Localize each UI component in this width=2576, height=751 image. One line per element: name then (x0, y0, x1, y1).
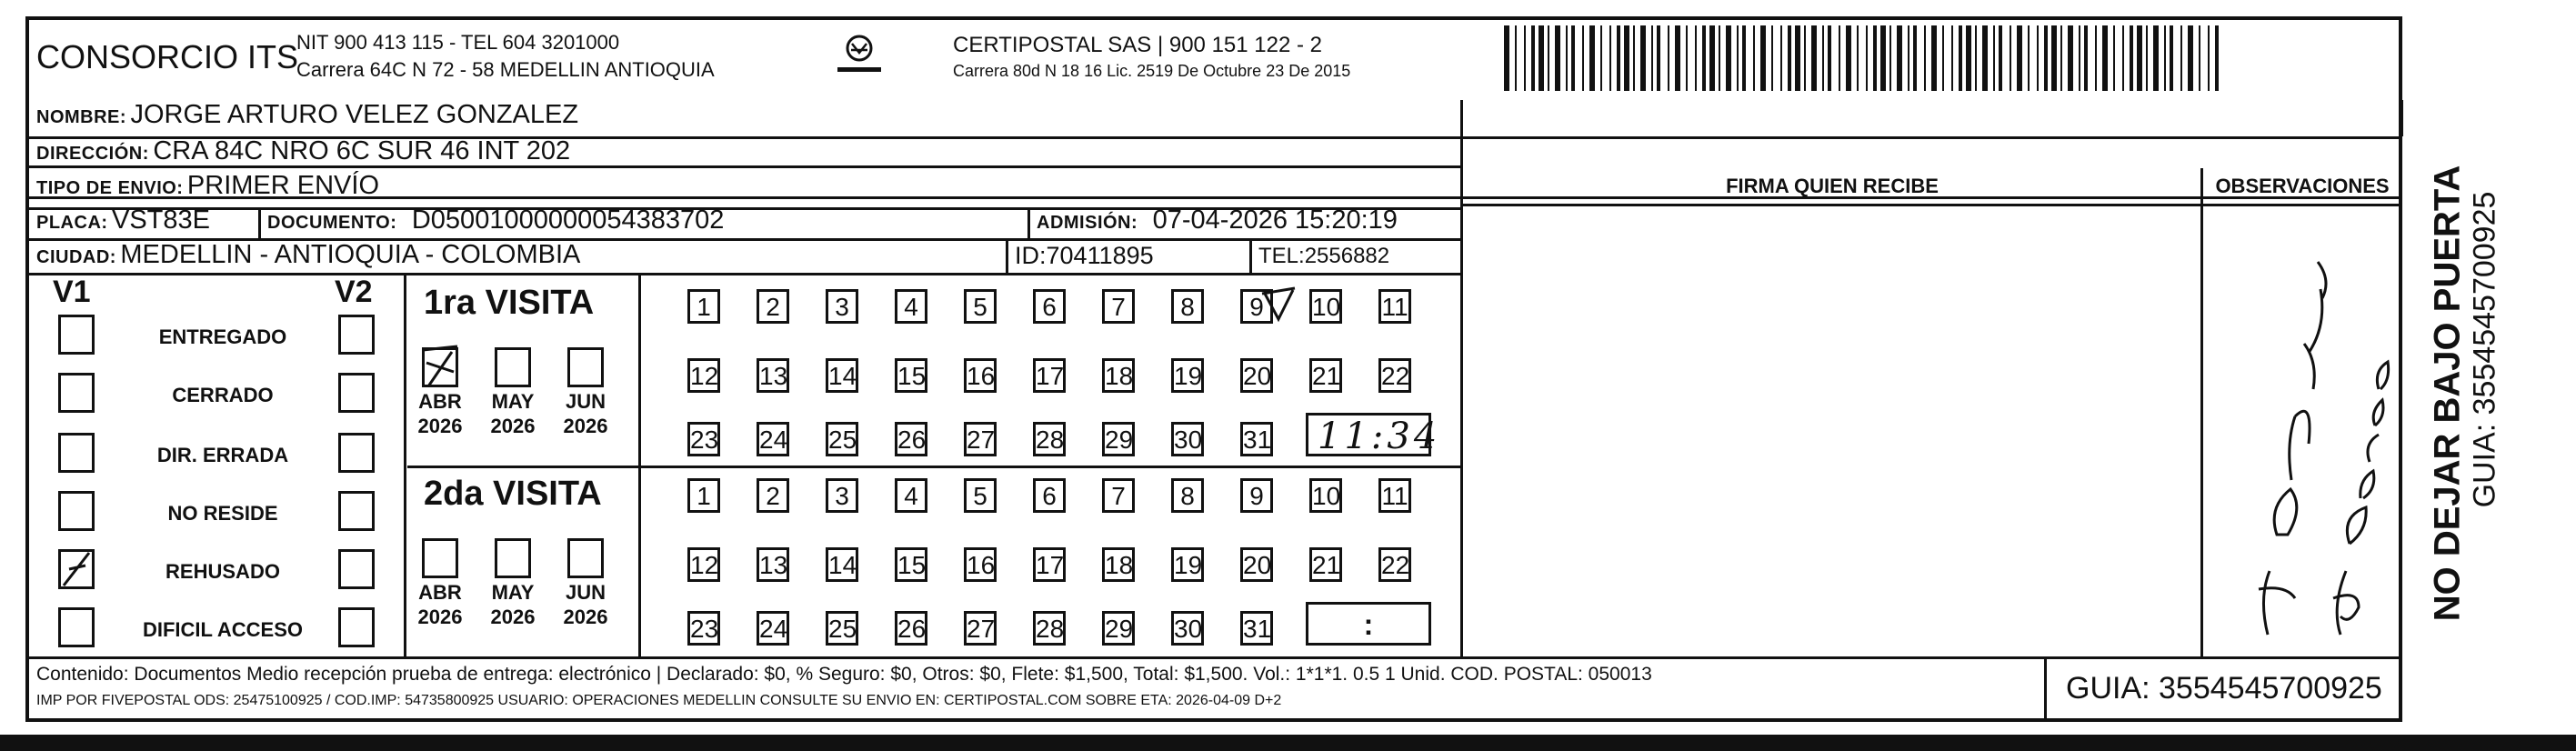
v2-checkbox-entregado[interactable] (338, 315, 375, 355)
admision-value: 07-04-2026 15:20:19 (1152, 205, 1398, 235)
visit1-day-17[interactable]: 17 (1033, 358, 1066, 393)
visit1-day-9[interactable]: 9 (1240, 289, 1273, 324)
month-label (481, 389, 545, 438)
month-label (408, 580, 472, 629)
id-field (1015, 242, 1154, 270)
v2-checkbox-cerrado[interactable] (338, 373, 375, 413)
reason-label: DIFICIL ACCESO (142, 618, 303, 641)
visit1-day-1[interactable]: 1 (687, 289, 720, 324)
visit2-day-15[interactable]: 15 (895, 547, 927, 582)
month-name: JUN (565, 390, 606, 413)
visit2-day-7[interactable]: 7 (1102, 478, 1135, 513)
visit1-month-may-checkbox[interactable] (495, 347, 531, 387)
v2-label: V2 (335, 275, 373, 309)
observations-area (2204, 207, 2399, 655)
visit2-day-26[interactable]: 26 (895, 611, 927, 646)
side-notice: NO DEJAR BAJO PUERTA (2427, 165, 2468, 622)
visit1-day-11[interactable]: 11 (1378, 289, 1411, 324)
v1-checkbox-cerrado[interactable] (58, 373, 95, 413)
visit2-day-13[interactable]: 13 (757, 547, 789, 582)
month-name: ABR (418, 581, 462, 604)
tel-label: TEL: (1258, 244, 1305, 268)
visit2-day-14[interactable]: 14 (826, 547, 858, 582)
nombre-row (36, 100, 578, 130)
company-name: CONSORCIO ITS (36, 38, 299, 75)
month-label (554, 580, 617, 629)
visit2-day-11[interactable]: 11 (1378, 478, 1411, 513)
month-year: 2026 (490, 606, 536, 628)
visit1-day-2[interactable]: 2 (757, 289, 789, 324)
ciudad-value: MEDELLIN - ANTIOQUIA - COLOMBIA (120, 240, 581, 269)
visit1-day-30[interactable]: 30 (1171, 422, 1204, 456)
visit1-day-13[interactable]: 13 (757, 358, 789, 393)
visit1-month-jun-checkbox[interactable] (567, 347, 604, 387)
v1-checkbox-dificil-acceso[interactable] (58, 607, 95, 647)
visit2-day-29[interactable]: 29 (1102, 611, 1135, 646)
visit1-day-24[interactable]: 24 (757, 422, 789, 456)
nombre-value: JORGE ARTURO VELEZ GONZALEZ (130, 100, 579, 129)
id-value: 70411895 (1046, 242, 1154, 269)
visit2-day-23[interactable]: 23 (687, 611, 720, 646)
visit2-day-30[interactable]: 30 (1171, 611, 1204, 646)
visit1-day-15[interactable]: 15 (895, 358, 927, 393)
tel-field (1258, 244, 1389, 269)
reason-label: REHUSADO (165, 560, 280, 583)
footer-guia: GUIA: 3554545700925 (2066, 671, 2382, 706)
v1-label: V1 (53, 275, 91, 309)
second-visit-title: 2da VISITA (424, 475, 602, 513)
company-nit: NIT 900 413 115 - TEL 604 3201000 (296, 31, 620, 54)
carrier-name: CERTIPOSTAL SAS | 900 151 122 - 2 (953, 33, 1322, 57)
visit2-day-2[interactable]: 2 (757, 478, 789, 513)
observaciones-header: OBSERVACIONES (2215, 175, 2390, 197)
footer-contenido: Contenido: Documentos Medio recepción prueba de entrega: electrónico | Declarado: $0, % Seguro: $0, Otros: $0, Flete: $1,500, Total: $1,500. Vol.: 1*1*1. 0.5 1 Unid. COD. POSTAL: 050013 (36, 664, 1652, 685)
visit1-day-29[interactable]: 29 (1102, 422, 1135, 456)
id-label: ID: (1015, 242, 1047, 269)
reason-label: DIR. ERRADA (156, 444, 289, 466)
tipo-label: TIPO DE ENVIO: (36, 178, 184, 198)
visit1-day-18[interactable]: 18 (1102, 358, 1135, 393)
visit1-day-19[interactable]: 19 (1171, 358, 1204, 393)
visit2-day-16[interactable]: 16 (964, 547, 997, 582)
v1-checkbox-no-reside[interactable] (58, 491, 95, 531)
side-guia: GUIA: 3554545700925 (2467, 191, 2502, 508)
documento-field (267, 205, 724, 235)
month-year: 2026 (490, 415, 536, 437)
tipo-value: PRIMER ENVÍO (186, 171, 380, 200)
visit2-day-1[interactable]: 1 (687, 478, 720, 513)
visit2-day-27[interactable]: 27 (964, 611, 997, 646)
month-name: MAY (491, 581, 535, 604)
carrier-address: Carrera 80d N 18 16 Lic. 2519 De Octubre 23 De 2015 (953, 62, 1351, 80)
visit1-day-5[interactable]: 5 (964, 289, 997, 324)
visit2-month-jun-checkbox[interactable] (567, 538, 604, 578)
visit1-day-26[interactable]: 26 (895, 422, 927, 456)
visit2-day-5[interactable]: 5 (964, 478, 997, 513)
ciudad-label: CIUDAD: (36, 247, 116, 267)
month-year: 2026 (563, 606, 608, 628)
side-notice-area (2408, 109, 2502, 691)
visit1-day-12[interactable]: 12 (687, 358, 720, 393)
visit1-day-21[interactable]: 21 (1309, 358, 1342, 393)
visit2-day-6[interactable]: 6 (1033, 478, 1066, 513)
visit2-day-10[interactable]: 10 (1309, 478, 1342, 513)
visit1-month-abr-checkbox[interactable] (422, 347, 458, 387)
visit1-day-16[interactable]: 16 (964, 358, 997, 393)
reason-label: NO RESIDE (167, 502, 278, 525)
v2-checkbox-dir-errada[interactable] (338, 433, 375, 473)
visit1-day-23[interactable]: 23 (687, 422, 720, 456)
visit2-day-21[interactable]: 21 (1309, 547, 1342, 582)
visit2-day-20[interactable]: 20 (1240, 547, 1273, 582)
visit1-day-7[interactable]: 7 (1102, 289, 1135, 324)
visit2-day-12[interactable]: 12 (687, 547, 720, 582)
month-name: ABR (418, 390, 462, 413)
placa-label: PLACA: (36, 213, 108, 233)
month-label (481, 580, 545, 629)
month-year: 2026 (417, 415, 463, 437)
visit1-day-20[interactable]: 20 (1240, 358, 1273, 393)
visit2-month-abr-checkbox[interactable] (422, 538, 458, 578)
visit2-month-may-checkbox[interactable] (495, 538, 531, 578)
month-name: MAY (491, 390, 535, 413)
visit1-day-31[interactable]: 31 (1240, 422, 1273, 456)
visit2-day-24[interactable]: 24 (757, 611, 789, 646)
first-visit-time-box[interactable] (1306, 413, 1441, 457)
v1-checkbox-dir-errada[interactable] (58, 433, 95, 473)
v1-checkbox-entregado[interactable] (58, 315, 95, 355)
footer-imp: IMP POR FIVEPOSTAL ODS: 25475100925 / COD.IMP: 54735800925 USUARIO: OPERACIONES MEDELLIN CONSULTE SU ENVIO EN: CERTIPOSTAL.COM SOBRE ETA: 2026-04-09 D+2 (36, 693, 1282, 708)
visit1-day-25[interactable]: 25 (826, 422, 858, 456)
visit1-day-4[interactable]: 4 (895, 289, 927, 324)
visit1-day-3[interactable]: 3 (826, 289, 858, 324)
visit2-day-25[interactable]: 25 (826, 611, 858, 646)
visit2-day-9[interactable]: 9 (1240, 478, 1273, 513)
visit1-day-6[interactable]: 6 (1033, 289, 1066, 324)
visit1-day-28[interactable]: 28 (1033, 422, 1066, 456)
visit1-day-22[interactable]: 22 (1378, 358, 1411, 393)
visit1-day-14[interactable]: 14 (826, 358, 858, 393)
ciudad-field (36, 240, 580, 270)
tel-value: 2556882 (1304, 244, 1390, 268)
reason-label: CERRADO (172, 384, 274, 406)
signature-area[interactable] (1464, 207, 2199, 655)
handwritten-observation (2204, 207, 2399, 655)
month-label (554, 389, 617, 438)
second-visit-time-box[interactable] (1306, 602, 1431, 646)
nombre-label: NOMBRE: (36, 107, 127, 127)
visit2-day-22[interactable]: 22 (1378, 547, 1411, 582)
v2-checkbox-dificil-acceso[interactable] (338, 607, 375, 647)
direccion-row (36, 136, 570, 166)
v2-checkbox-no-reside[interactable] (338, 491, 375, 531)
visit1-day-27[interactable]: 27 (964, 422, 997, 456)
direccion-label: DIRECCIÓN: (36, 144, 149, 164)
placa-value: VST83E (112, 205, 210, 235)
first-visit-title: 1ra VISITA (424, 284, 595, 322)
visit2-day-28[interactable]: 28 (1033, 611, 1066, 646)
tipo-row (36, 171, 379, 201)
visit1-day-10[interactable]: 10 (1309, 289, 1342, 324)
visit2-day-19[interactable]: 19 (1171, 547, 1204, 582)
visit2-day-31[interactable]: 31 (1240, 611, 1273, 646)
visit2-day-18[interactable]: 18 (1102, 547, 1135, 582)
visit1-day-8[interactable]: 8 (1171, 289, 1204, 324)
documento-value: D05001000000054383702 (411, 205, 725, 235)
placa-field (36, 205, 210, 235)
visit2-day-4[interactable]: 4 (895, 478, 927, 513)
firma-header: FIRMA QUIEN RECIBE (1726, 175, 1939, 197)
admision-field (1037, 205, 1398, 235)
page-edge (0, 735, 2576, 751)
visit2-day-8[interactable]: 8 (1171, 478, 1204, 513)
reason-label: ENTREGADO (158, 325, 287, 348)
month-year: 2026 (563, 415, 608, 437)
month-name: JUN (565, 581, 606, 604)
visit2-day-3[interactable]: 3 (826, 478, 858, 513)
v2-checkbox-rehusado[interactable] (338, 549, 375, 589)
second-visit-time: : (1363, 608, 1374, 641)
company-address: Carrera 64C N 72 - 58 MEDELLIN ANTIOQUIA (296, 58, 715, 81)
direccion-value: CRA 84C NRO 6C SUR 46 INT 202 (153, 136, 571, 165)
documento-label: DOCUMENTO: (267, 213, 397, 233)
admision-label: ADMISIÓN: (1037, 213, 1138, 233)
v1-checkbox-rehusado[interactable] (58, 549, 95, 589)
month-label (408, 389, 472, 438)
month-year: 2026 (417, 606, 463, 628)
first-visit-time: 11:34 (1318, 416, 1441, 457)
visit2-day-17[interactable]: 17 (1033, 547, 1066, 582)
